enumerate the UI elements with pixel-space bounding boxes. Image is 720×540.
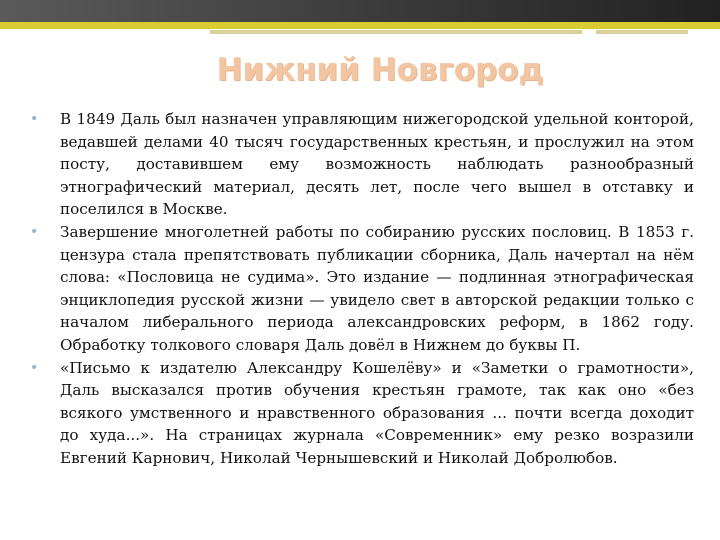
bullet-marker: • [30,359,39,376]
top-yellow-band [0,22,720,29]
slide-title: Нижний Новгород [216,52,544,88]
accent-line-right [596,30,688,34]
bullet-text: Завершение многолетней работы по собиранию русских пословиц. В 1853 г. цензура стала препятствовать публикации сборника, Даль начертал на нём слова: «Пословица не судима». Это издание — подлинная этнографическая энциклопедия русской жизни — увидело свет в авторской редакции только с началом либерального периода александровских реформ, в 1862 году. Обработку толкового словаря Даль довёл в Нижнем до буквы П. [60,222,694,354]
bullet-text: В 1849 Даль был назначен управляющим нижегородской удельной конторой, ведавшей делами 40 тысяч государственных крестьян, и прослужил на этом посту, доставившем ему возможность наблюдать разнообразный этнографический материал, десять лет, после чего вышел в отставку и поселился в Москве. [60,110,694,219]
bullet-text: «Письмо к издателю Александру Кошелёву» и «Заметки о грамотности», Даль высказался против обучения крестьян грамоте, так как оно «без всякого умственного и нравственного образования ... почти всегда доходит до худа...». На страницах журнала «Современник» ему резко возразили Евгений Карнович, Николай Чернышевский и Николай Добролюбов. [60,358,694,467]
bullet-item [24,221,694,357]
bullet-item [24,108,694,221]
top-dark-band [0,0,720,24]
bullet-item [24,357,694,470]
slide-content [24,108,694,470]
bullet-marker: • [30,223,39,240]
accent-line-left [210,30,582,34]
bullet-marker: • [30,111,39,127]
